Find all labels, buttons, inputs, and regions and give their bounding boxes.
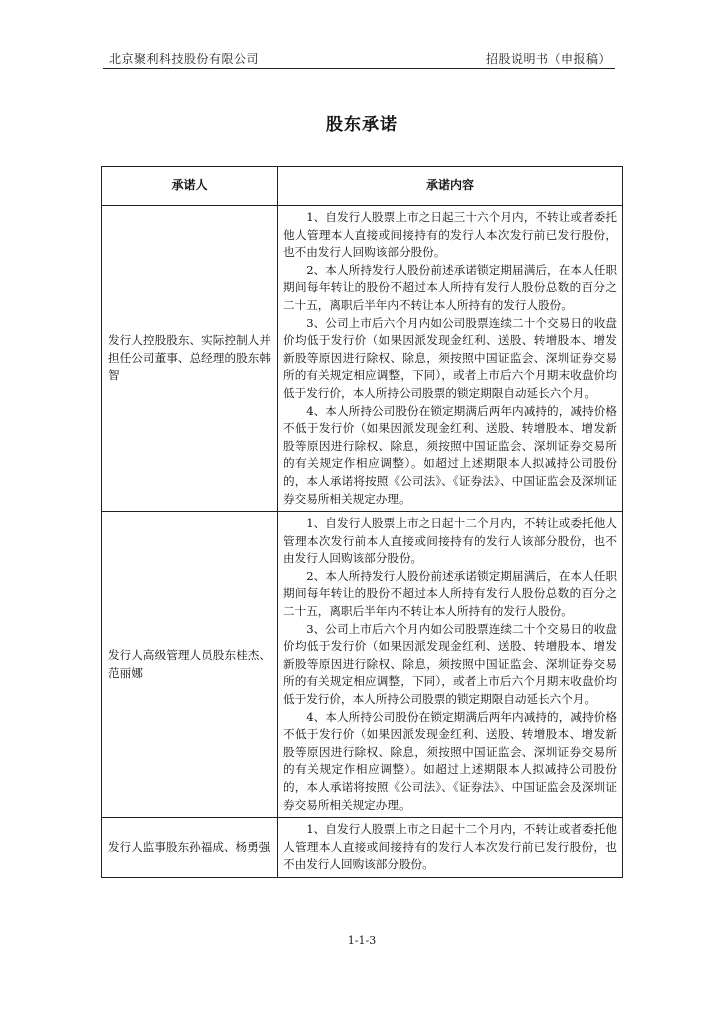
commitment-paragraph: 3、公司上市后六个月内如公司股票连续二十个交易日的收盘价均低于发行价（如果因派发现金红利、送股、转增股本、增发新股等原因进行除权、除息，须按照中国证监会、深圳证券交易所的有关规定相应调整，下同），或者上市后六个月期末收盘价均低于发行价，本人所持公司股票的锁定期限自动延长六个月。 bbox=[283, 315, 617, 400]
table-row bbox=[102, 512, 623, 818]
page-header bbox=[103, 50, 615, 68]
header-document-title: 招股说明书（申报稿） bbox=[485, 52, 611, 66]
commitment-paragraph: 2、本人所持发行人股份前述承诺锁定期届满后，在本人任职期间每年转让的股份不超过本人所持有发行人股份总数的百分之二十五，离职后半年内不转让本人所持有的发行人股份。 bbox=[283, 262, 617, 312]
page-title: 股东承诺 bbox=[326, 115, 398, 135]
commitment-paragraph: 4、本人所持公司股份在锁定期满后两年内减持的，减持价格不低于发行价（如果因派发现金红利、送股、转增股本、增发新股等原因进行除权、除息，须按照中国证监会、深圳证券交易所的有关规定作相应调整）。如超过上述期限本人拟减持公司股份的，本人承诺将按照《公司法》、《证券法》、中国证监会及深圳证券交易所相关规定办理。 bbox=[283, 403, 617, 506]
committer-cell: 发行人监事股东孙福成、杨勇强 bbox=[102, 818, 278, 878]
commitment-paragraph: 2、本人所持发行人股份前述承诺锁定期届满后，在本人任职期间每年转让的股份不超过本人所持有发行人股份总数的百分之二十五，离职后半年内不转让本人所持有的发行人股份。 bbox=[283, 568, 617, 619]
commitment-content-cell bbox=[278, 512, 623, 818]
table-header-row bbox=[102, 167, 623, 206]
table-row bbox=[102, 206, 623, 512]
commitment-paragraph: 4、本人所持公司股份在锁定期满后两年内减持的，减持价格不低于发行价（如果因派发现金红利、送股、转增股本、增发新股等原因进行除权、除息，须按照中国证监会、深圳证券交易所的有关规定作相应调整）。如超过上述期限本人拟减持公司股份的，本人承诺将按照《公司法》、《证券法》、中国证监会及深圳证券交易所相关规定办理。 bbox=[283, 709, 617, 812]
table-row bbox=[102, 818, 623, 878]
committer-cell: 发行人高级管理人员股东桂杰、范丽娜 bbox=[102, 512, 278, 818]
commitment-paragraph: 3、公司上市后六个月内如公司股票连续二十个交易日的收盘价均低于发行价（如果因派发现金红利、送股、转增股本、增发新股等原因进行除权、除息，须按照中国证监会、深圳证券交易所的有关规定相应调整，下同），或者上市后六个月期末收盘价均低于发行价，本人所持公司股票的锁定期限自动延长六个月。 bbox=[283, 621, 617, 707]
committer-cell: 发行人控股股东、实际控制人并担任公司董事、总经理的股东韩智 bbox=[102, 206, 278, 512]
header-rule bbox=[103, 68, 615, 69]
commitment-table bbox=[101, 166, 623, 878]
column-header-person: 承诺人 bbox=[102, 167, 278, 206]
commitment-paragraph: 1、自发行人股票上市之日起十二个月内，不转让或者委托他人管理本人直接或间接持有的发行人本次发行前已发行股份，也不由发行人回购该部分股份。 bbox=[283, 822, 617, 872]
commitment-content-cell bbox=[278, 206, 623, 512]
commitment-paragraph: 1、自发行人股票上市之日起十二个月内，不转让或委托他人管理本次发行前本人直接或间接持有的发行人该部分股份，也不由发行人回购该部分股份。 bbox=[283, 516, 617, 566]
commitment-content-cell bbox=[278, 818, 623, 878]
page-number: 1-1-3 bbox=[347, 934, 377, 947]
header-company: 北京聚利科技股份有限公司 bbox=[109, 52, 260, 66]
column-header-content: 承诺内容 bbox=[278, 167, 623, 206]
commitment-paragraph: 1、自发行人股票上市之日起三十六个月内，不转让或者委托他人管理本人直接或间接持有的发行人本次发行前已发行股份，也不由发行人回购该部分股份。 bbox=[283, 210, 617, 260]
